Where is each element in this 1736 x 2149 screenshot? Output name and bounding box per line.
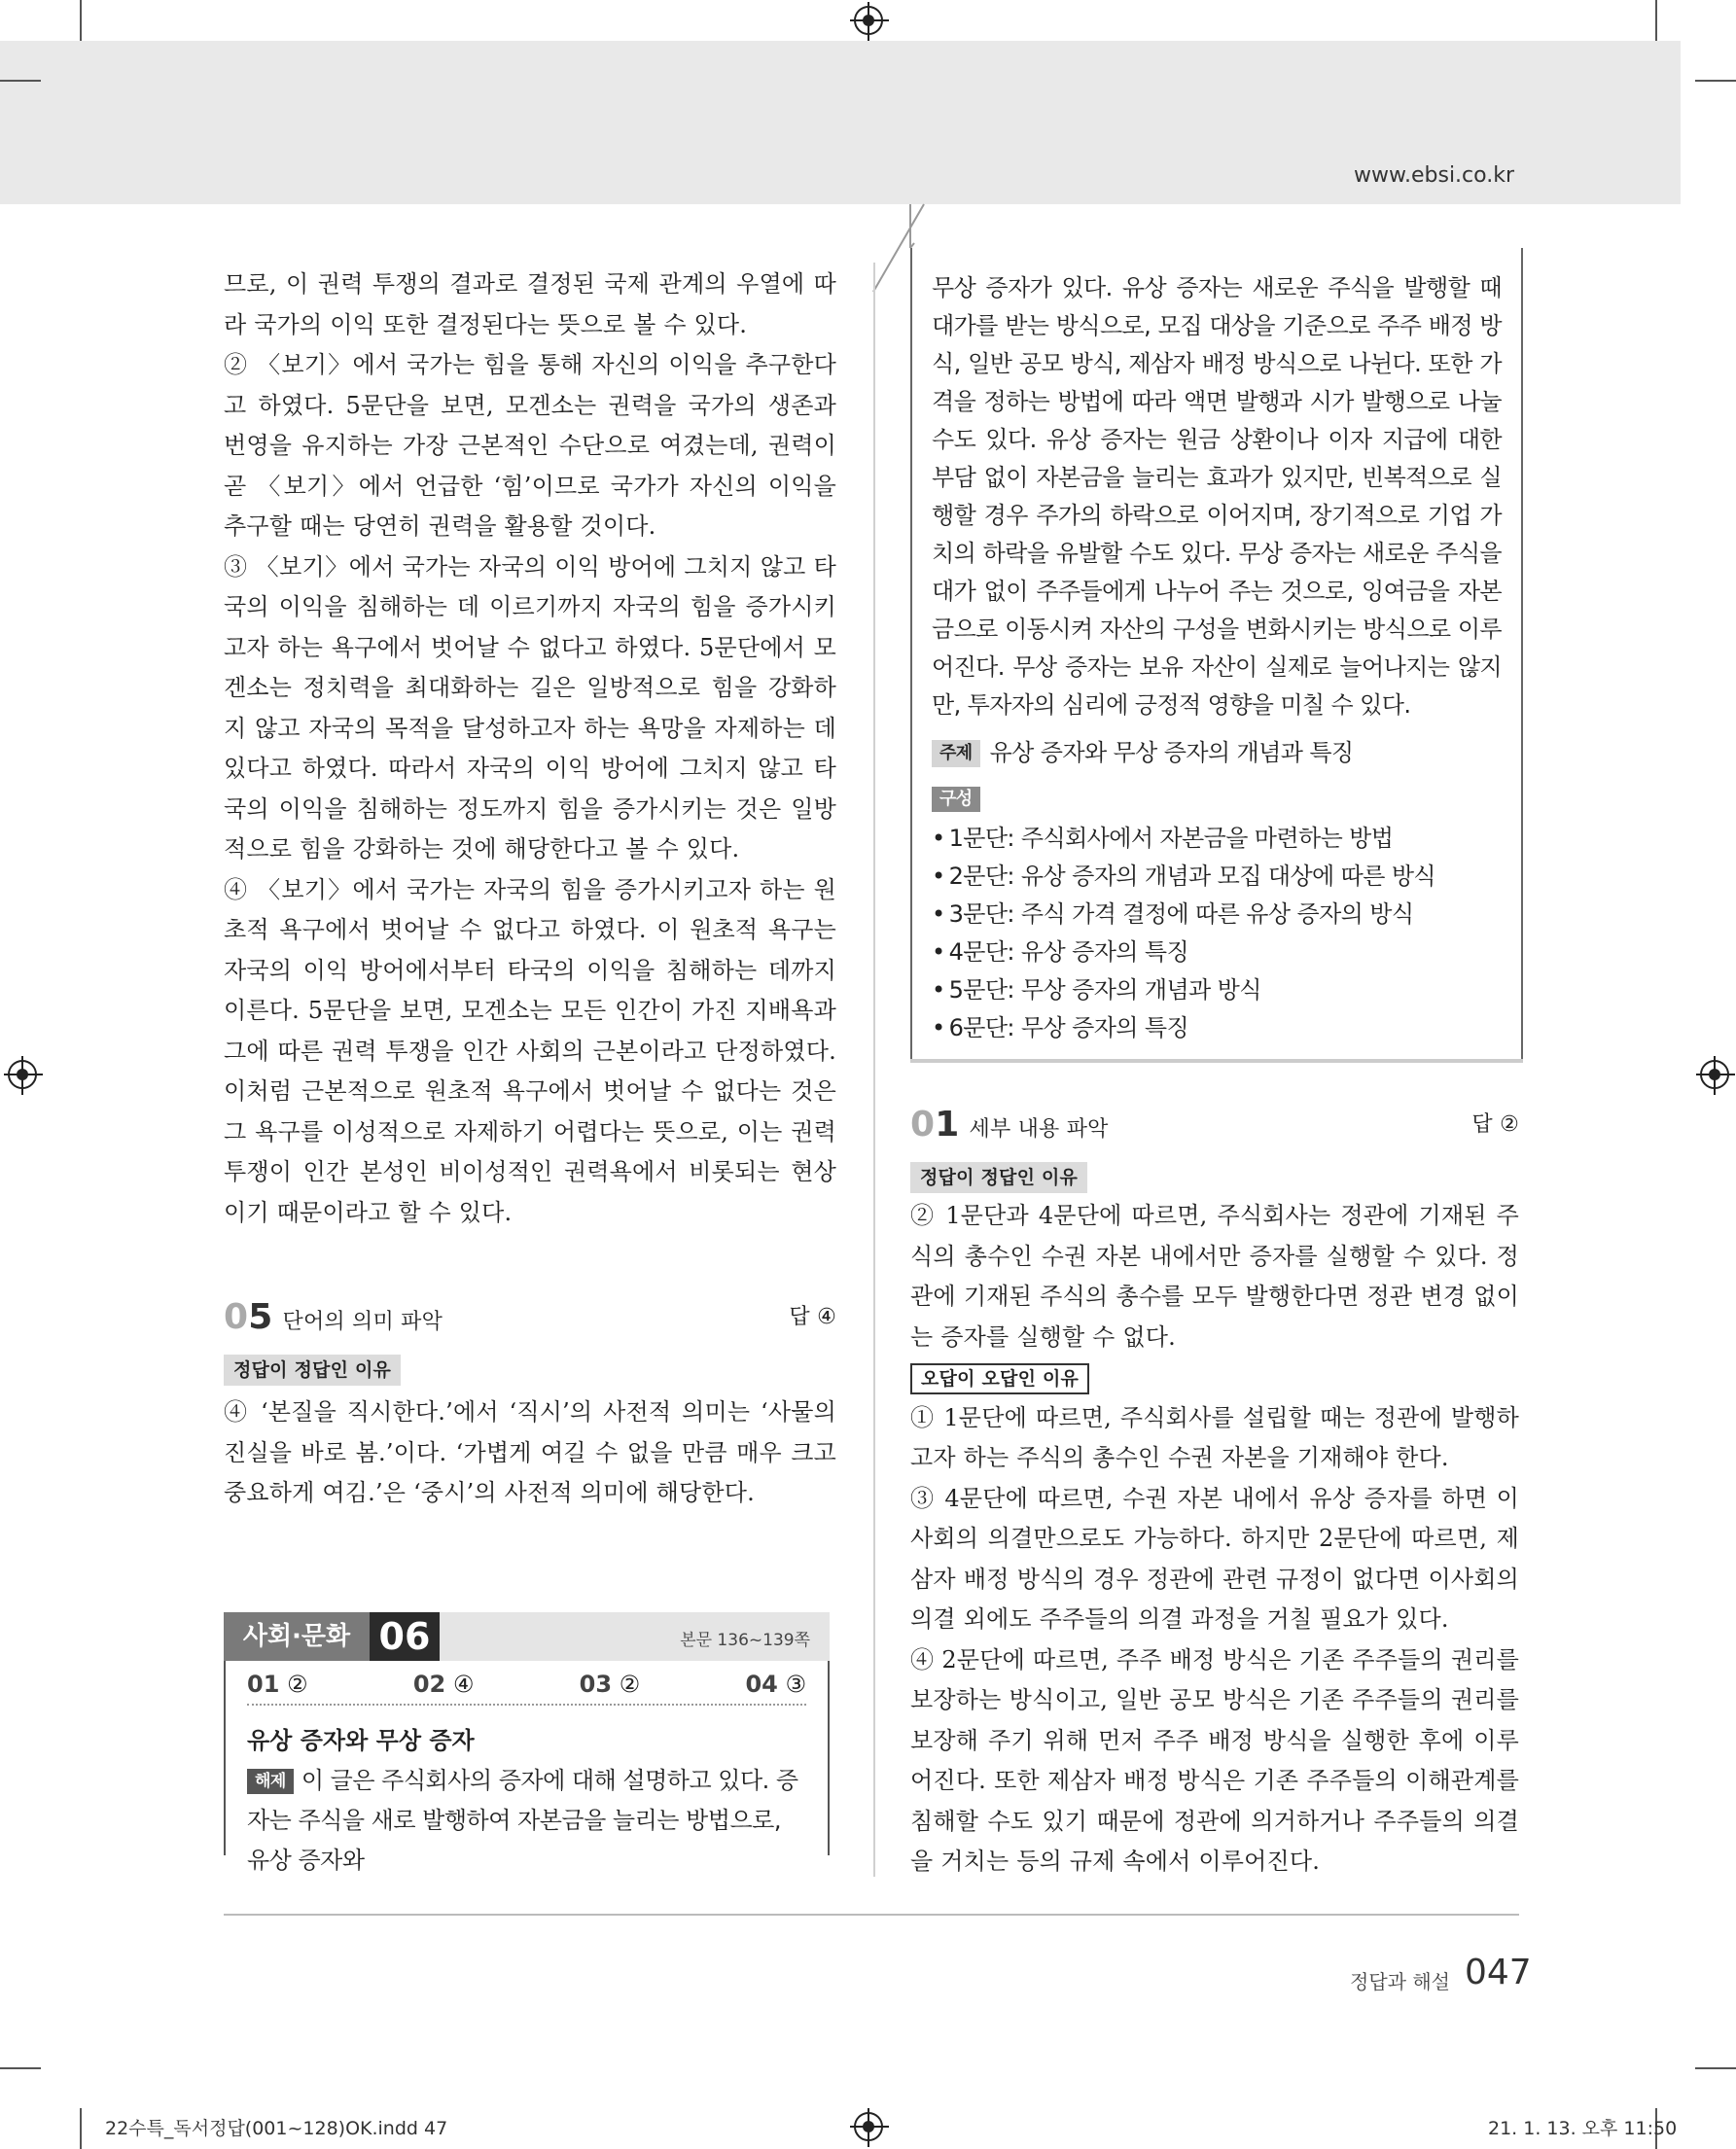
page-number: 047 bbox=[1465, 1953, 1532, 1992]
theme-tag: 주제 bbox=[932, 740, 980, 767]
passage-title: 유상 증자와 무상 증자 bbox=[247, 1727, 475, 1754]
theme-row bbox=[932, 734, 1502, 772]
structure-item: • 1문단: 주식회사에서 자본금을 마련하는 방법 bbox=[932, 820, 1502, 858]
structure-tag: 구성 bbox=[932, 787, 980, 812]
crop-mark bbox=[80, 2108, 82, 2149]
structure-item: • 6문단: 무상 증자의 특징 bbox=[932, 1009, 1502, 1047]
print-slug-date: 21. 1. 13. 오후 11:50 bbox=[1488, 2118, 1678, 2139]
question-01-header bbox=[910, 1105, 1519, 1150]
print-slug-file: 22수특_독서정답(001~128)OK.indd 47 bbox=[105, 2118, 448, 2139]
wrong-explanation: ① 1문단에 따르면, 주식회사를 설립할 때는 정관에 발행하고자 하는 주식의 총수인 수권 자본을 기재해야 한다. bbox=[910, 1403, 1519, 1471]
paragraph: 므로, 이 권력 투쟁의 결과로 결정된 국제 관계의 우열에 따라 국가의 이익 또한 결정된다는 뜻으로 볼 수 있다. bbox=[224, 270, 836, 338]
correct-explanation: ② 1문단과 4문단에 따르면, 주식회사는 정관에 기재된 주식의 총수인 수권 자본 내에서만 증자를 실행할 수 있다. 정관에 기재된 주식의 총수를 모두 발행한다면 정관 변경 없이는 증자를 실행할 수 없다. bbox=[910, 1202, 1519, 1351]
left-column bbox=[224, 264, 836, 1514]
structure-item: • 5문단: 무상 증자의 개념과 방식 bbox=[932, 971, 1502, 1009]
answer-item: 01 ② bbox=[247, 1671, 308, 1698]
crop-mark bbox=[80, 0, 82, 41]
crop-mark bbox=[1695, 2067, 1736, 2069]
registration-mark-icon bbox=[854, 6, 883, 35]
registration-mark-icon bbox=[1700, 1060, 1729, 1089]
answer-item: 02 ④ bbox=[412, 1671, 475, 1698]
wrong-reason-tag: 오답이 오답인 이유 bbox=[910, 1363, 1089, 1394]
answer-box-body bbox=[224, 1661, 830, 1874]
wrong-explanation: ④ 2문단에 따르면, 주주 배정 방식은 기존 주주들의 권리를 보장하는 방식이고, 일반 공모 방식은 기존 주주들의 권리를 보장해 주기 위해 먼저 주주 배정 방식을 실행한 후에 이루어진다. 또한 제삼자 배정 방식은 기존 주주들의 이해관계를 침해할 수도 있기 때문에 정관에 의거하거나 주주들의 의결을 거치는 등의 규제 속에서 이루어진다. bbox=[910, 1645, 1519, 1875]
crop-mark bbox=[1655, 0, 1657, 41]
correct-reason-tag: 정답이 정답인 이유 bbox=[224, 1355, 401, 1386]
crop-mark bbox=[0, 2067, 41, 2069]
header-url[interactable]: www.ebsi.co.kr bbox=[1354, 163, 1514, 188]
passage-summary-box bbox=[910, 248, 1523, 1061]
box-shadow bbox=[910, 1059, 1523, 1063]
summary-tag: 해제 bbox=[247, 1769, 294, 1794]
crop-mark bbox=[1695, 80, 1736, 82]
answer-item: 03 ② bbox=[579, 1671, 641, 1698]
paragraph: ② 〈보기〉에서 국가는 힘을 통해 자신의 이익을 추구한다고 하였다. 5문단을 보면, 모겐소는 권력을 국가의 생존과 번영을 유지하는 가장 근본적인 수단으로 여겼는데, 권력이 곧 〈보기〉에서 언급한 ‘힘’이므로 국가가 자신의 이익을 추구할 때는 당연히 권력을 활용할 것이다. bbox=[224, 351, 836, 540]
answer-item: 04 ③ bbox=[745, 1671, 806, 1698]
crop-mark bbox=[0, 80, 41, 82]
subject-label: 사회·문화 bbox=[224, 1612, 370, 1661]
correct-reason-tag: 정답이 정답인 이유 bbox=[910, 1162, 1087, 1193]
page-reference: 본문 136~139쪽 bbox=[680, 1631, 810, 1650]
question-05-header bbox=[224, 1297, 836, 1343]
right-column bbox=[910, 1105, 1519, 1883]
theme-text: 유상 증자와 무상 증자의 개념과 특징 bbox=[989, 739, 1354, 766]
answer-box bbox=[224, 1612, 830, 1874]
question-number: 05 bbox=[224, 1297, 273, 1337]
question-answer: 답 ④ bbox=[789, 1305, 836, 1329]
question-number: 01 bbox=[910, 1105, 960, 1145]
wrong-explanation: ③ 4문단에 따르면, 수권 자본 내에서 유상 증자를 하면 이사회의 의결만으로도 가능하다. 하지만 2문단에 따르면, 제삼자 배정 방식의 경우 정관에 관련 규정이 없다면 이사회의 의결 외에도 주주들의 의결 과정을 거칠 필요가 있다. bbox=[910, 1484, 1519, 1633]
structure-list bbox=[932, 820, 1502, 1047]
structure-item: • 3문단: 주식 가격 결정에 따른 유상 증자의 방식 bbox=[932, 896, 1502, 934]
question-title: 세부 내용 파악 bbox=[969, 1117, 1109, 1142]
paragraph: ③ 〈보기〉에서 국가는 자국의 이익 방어에 그치지 않고 타국의 이익을 침해하는 데 이르기까지 자국의 힘을 증가시키고자 하는 욕구에서 벗어날 수 없다고 하였다. 5문단에서 모겐소는 정치력을 최대화하는 길은 일방적으로 힘을 강화하지 않고 자국의 목적을 달성하고자 하는 욕망을 자제하는 데 있다고 하였다. 따라서 자국의 이익 방어에 그치지 않고 타국의 이익을 침해하는 정도까지 힘을 증가시키는 것은 일방적으로 힘을 강화하는 것에 해당한다고 볼 수 있다. bbox=[224, 552, 836, 863]
question-answer: 답 ② bbox=[1471, 1112, 1519, 1137]
footer-label: 정답과 해설 bbox=[1350, 1970, 1450, 1993]
paragraph: ④ 〈보기〉에서 국가는 자국의 힘을 증가시키고자 하는 원초적 욕구에서 벗어날 수 없다고 하였다. 이 원초적 욕구는 자국의 이익 방어에서부터 타국의 이익을 침해하는 데까지 이른다. 5문단을 보면, 모겐소는 모든 인간이 가진 지배욕과 그에 따른 권력 투쟁을 인간 사회의 근본이라고 단정하였다. 이처럼 근본적으로 원초적 욕구에서 벗어날 수 없다는 것은 그 욕구를 이성적으로 자제하기 어렵다는 뜻으로, 이는 권력 투쟁이 인간 본성인 비이성적인 권력욕에서 비롯되는 현상이기 때문이라고 할 수 있다. bbox=[224, 875, 836, 1226]
column-divider bbox=[873, 263, 875, 1877]
question-05-explanation: ④ ‘본질을 직시한다.’에서 ‘직시’의 사전적 의미는 ‘사물의 진실을 바로 봄.’이다. ‘가볍게 여길 수 없을 만큼 매우 크고 중요하게 여김.’은 ‘중시’의 사전적 의미에 해당한다. bbox=[224, 1398, 836, 1506]
question-title: 단어의 의미 파악 bbox=[282, 1310, 443, 1334]
passage-summary: 해제 이 글은 주식회사의 증자에 대해 설명하고 있다. 증자는 주식을 새로 발행하여 자본금을 늘리는 방법으로, 유상 증자와 bbox=[247, 1767, 798, 1874]
structure-item: • 2문단: 유상 증자의 개념과 모집 대상에 따른 방식 bbox=[932, 858, 1502, 896]
registration-mark-icon bbox=[8, 1060, 37, 1089]
summary-continued: 무상 증자가 있다. 유상 증자는 새로운 주식을 발행할 때 대가를 받는 방식으로, 모집 대상을 기준으로 주주 배정 방식, 일반 공모 방식, 제삼자 배정 방식으로 나뉜다. 또한 가격을 정하는 방법에 따라 액면 발행과 시가 발행으로 나눌 수도 있다. 유상 증자는 원금 상환이나 이자 지급에 대한 부담 없이 자본금을 늘리는 효과가 있지만, 빈복적으로 실행할 경우 주가의 하락으로 이어지며, 장기적으로 기업 가치의 하락을 유발할 수도 있다. 무상 증자는 새로운 주식을 대가 없이 주주들에게 나누어 주는 것으로, 잉여금을 자본금으로 이동시켜 자산의 구성을 변화시키는 방식으로 이루어진다. 무상 증자는 보유 자산이 실제로 늘어나지는 않지만, 투자자의 심리에 긍정적 영향을 미칠 수 있다. bbox=[932, 274, 1502, 719]
footer-rule bbox=[224, 1914, 1519, 1916]
answer-box-header bbox=[224, 1612, 830, 1661]
registration-mark-icon bbox=[854, 2112, 883, 2141]
answer-key bbox=[247, 1661, 806, 1706]
section-number: 06 bbox=[370, 1612, 440, 1661]
structure-item: • 4문단: 유상 증자의 특징 bbox=[932, 934, 1502, 971]
